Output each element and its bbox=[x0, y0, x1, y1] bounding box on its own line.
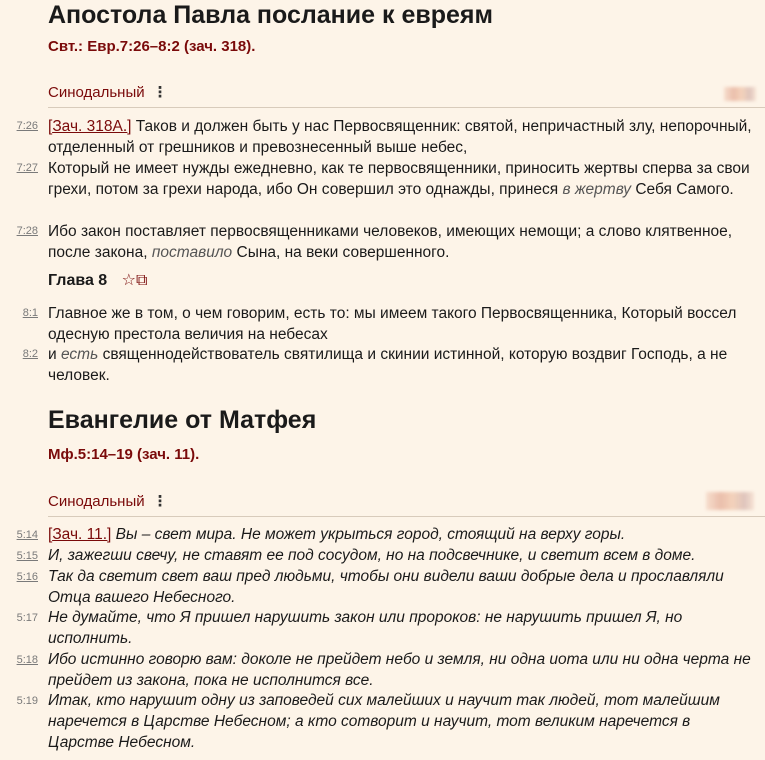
verse-text: священнодействователь святилища и скинии истинной, которую воздвиг Господь, а не человек. bbox=[48, 346, 728, 384]
verse-text: Ибо истинно говорю вам: доколе не прейдет небо и земля, ни одна иота или ни одна черта не прейдет из закона, пока не исполнится все. bbox=[48, 651, 751, 689]
verse-number-7-27[interactable]: 7:27 bbox=[16, 162, 38, 174]
divider bbox=[48, 107, 765, 108]
divider bbox=[48, 516, 765, 517]
verse-number-7-28[interactable]: 7:28 bbox=[16, 225, 38, 237]
verse-7-28 bbox=[48, 221, 760, 263]
verse-number-5-15[interactable]: 5:15 bbox=[16, 550, 38, 562]
verse-italic: поставило bbox=[151, 244, 233, 261]
verse-number-7-26[interactable]: 7:26 bbox=[16, 120, 38, 132]
copy-icon[interactable]: ⧉ bbox=[136, 272, 148, 289]
verse-number-5-14[interactable]: 5:14 bbox=[16, 529, 38, 541]
more-options-icon[interactable]: ⋮ bbox=[152, 84, 168, 101]
translation-label[interactable]: Синодальный bbox=[48, 84, 145, 101]
verse-number-8-2[interactable]: 8:2 bbox=[22, 348, 38, 360]
verse-8-2 bbox=[48, 344, 760, 386]
verse-italic: есть bbox=[60, 346, 99, 363]
zach-link[interactable]: [Зач. 318А.] bbox=[48, 118, 132, 135]
verse-text: Так да светит свет ваш пред людьми, чтобы они видели ваши добрые дела и прославляли Отца вашего Небесного. bbox=[48, 568, 724, 606]
more-options-icon[interactable]: ⋮ bbox=[152, 493, 168, 510]
verse-text: Таков и должен быть у нас Первосвященник: святой, непричастный злу, непорочный, отделенный от грешников и превознесенный выше небес, bbox=[48, 118, 752, 156]
gospel-translation-selector[interactable] bbox=[48, 493, 168, 511]
verse-number-8-1[interactable]: 8:1 bbox=[22, 307, 38, 319]
epistle-reading-ref[interactable]: Свт.: Евр.7:26–8:2 (зач. 318). bbox=[48, 38, 256, 55]
verse-7-26 bbox=[48, 116, 760, 158]
verse-number-5-16[interactable]: 5:16 bbox=[16, 571, 38, 583]
verse-text: Не думайте, что Я пришел нарушить закон или пророков: не нарушить пришел Я, но исполнить. bbox=[48, 609, 683, 647]
verse-text: Итак, кто нарушит одну из заповедей сих малейших и научит так людей, тот малейшим наречется в Царстве Небесном; а кто сотворит и научит, тот великим наречется в Царстве Небесном. bbox=[48, 692, 720, 751]
verse-italic: в жертву bbox=[562, 181, 632, 198]
verse-5-17 bbox=[48, 607, 760, 649]
zach-link[interactable]: [Зач. 11.] bbox=[48, 526, 112, 543]
verse-text: И, зажегши свечу, не ставят ее под сосудом, но на подсвечнике, и светит всем в доме. bbox=[48, 547, 696, 564]
blurred-avatar bbox=[724, 87, 756, 101]
verse-5-14 bbox=[48, 524, 760, 545]
verse-5-15 bbox=[48, 545, 760, 566]
verse-5-16 bbox=[48, 566, 760, 608]
epistle-translation-selector[interactable] bbox=[48, 84, 168, 102]
gospel-reading-ref[interactable]: Мф.5:14–19 (зач. 11). bbox=[48, 446, 200, 463]
epistle-title: Апостола Павла послание к евреям bbox=[48, 1, 493, 29]
verse-5-19 bbox=[48, 690, 760, 753]
verse-number-5-19[interactable]: 5:19 bbox=[16, 695, 38, 707]
verse-text: Главное же в том, о чем говорим, есть то: мы имеем такого Первосвященника, Который воссел одесную престола величия на небесах bbox=[48, 305, 737, 343]
chapter-heading bbox=[48, 271, 147, 291]
verse-text: и bbox=[48, 346, 57, 363]
verse-number-5-17[interactable]: 5:17 bbox=[16, 612, 38, 624]
verse-text: Сына, на веки совершенного. bbox=[236, 244, 450, 261]
verse-text: Вы – свет мира. Не может укрыться город, стоящий на верху горы. bbox=[115, 526, 626, 543]
verse-text: Себя Самого. bbox=[635, 181, 734, 198]
star-icon[interactable]: ☆ bbox=[121, 272, 136, 289]
verse-text: Ибо закон поставляет первосвященниками человеков, имеющих немощи; а слово клятвенное, после закона, bbox=[48, 223, 733, 261]
verse-7-27 bbox=[48, 158, 760, 200]
blurred-avatar bbox=[706, 492, 754, 510]
verse-text: Который не имеет нужды ежедневно, как те первосвященники, приносить жертвы сперва за свои грехи, потом за грехи народа, ибо Он совершил это однажды, принеся bbox=[48, 160, 750, 198]
verse-8-1 bbox=[48, 303, 760, 345]
verse-number-5-18[interactable]: 5:18 bbox=[16, 654, 38, 666]
chapter-label: Глава 8 bbox=[48, 272, 108, 289]
translation-label[interactable]: Синодальный bbox=[48, 493, 145, 510]
verse-5-18 bbox=[48, 649, 760, 691]
gospel-title: Евангелие от Матфея bbox=[48, 406, 317, 434]
